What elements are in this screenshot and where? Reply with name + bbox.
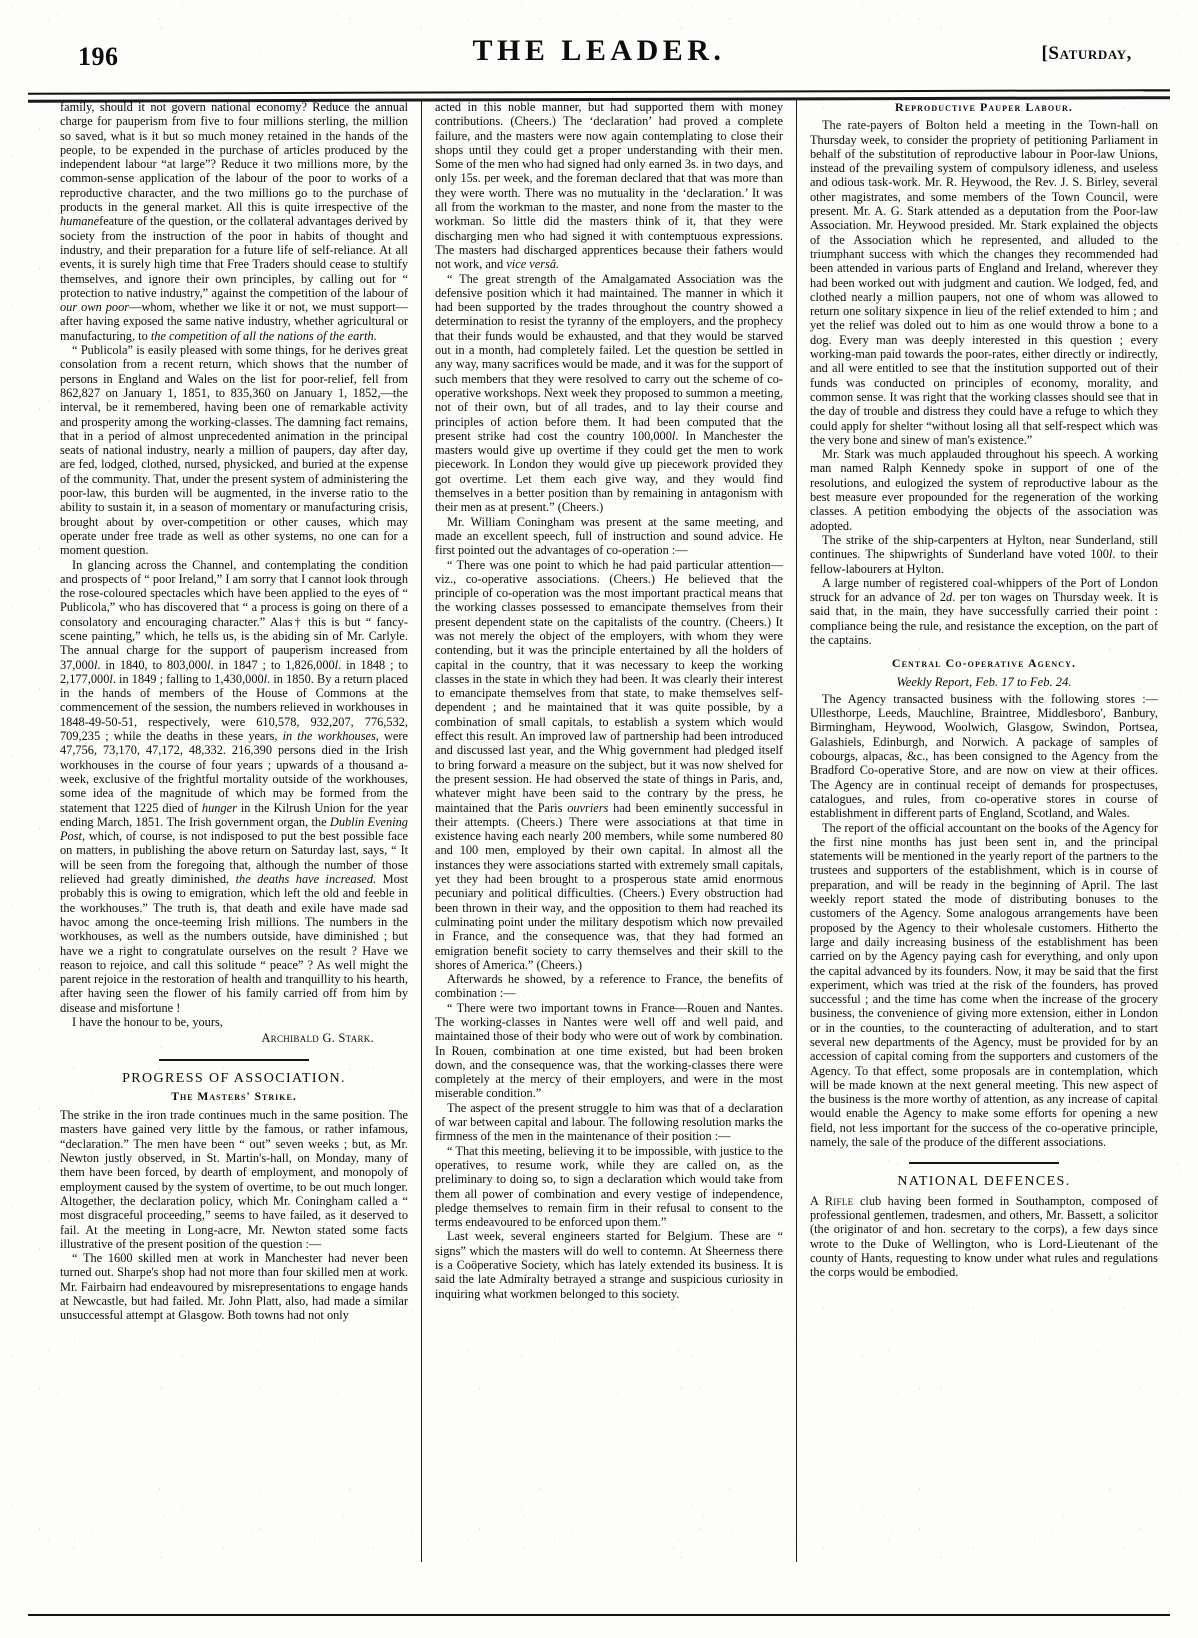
- pence-symbol: d: [946, 590, 953, 605]
- paragraph: Afterwards he showed, by a reference to France, the benefits of combination :—: [435, 972, 783, 1001]
- masthead-day-label: [Saturday,: [1041, 43, 1132, 64]
- publication-title: THE LEADER.: [472, 34, 726, 67]
- pound-symbol: l: [207, 657, 211, 672]
- paragraph-text: The strike of the ship-carpenters at Hylton, near Sunderland, still continues. The shipwrights of Sunderland have voted 100: [810, 532, 1158, 562]
- paragraph: Mr. Stark was much applauded throughout his speech. A working man named Ralph Kennedy spoke in support of one of the resolutions, and eulogized the system of reproductive labour as the best measure ever propounded for the regeneration of the working classes. A petition embodying the objects of the association was adopted.: [810, 447, 1158, 533]
- paragraph-text: “ The great strength of the Amalgamated Association was the defensive position which it had maintained. The manner in which it had been supported by the trades throughout the country showed a determination to resist the tyranny of the employers, and the prophecy that their funds would be exhausted, and that they would be starved out in a month, had completely failed. Let the question be settled in any way, many sacrifices would be made, and it was for the support of such members that they were resolved to carry out the scheme of co-operative workshops. Next week they proposed to summon a meeting, not of their own, but of all trades, and to lay their course and principles of action before them. It had been computed that the present strike had cost the country 100,000: [435, 271, 783, 443]
- pound-symbol: l: [93, 657, 98, 672]
- pound-symbol: l: [1108, 547, 1113, 562]
- paragraph: “ There were two important towns in France—Rouen and Nantes. The working-classes in Nantes were well off and well paid, and maintained those of their body who were out of work by combination. In Rouen, combination at one time existed, but had been broken down, and the consequence was, that the working-classes there were completely at the mercy of their employers, and were in the most miserable condition.”: [435, 1000, 783, 1101]
- paragraph-text-cont: . per ton wages on Thursday week. It is said that, in the main, they have successfully carried their point : compliance being the rule, and resistance the exception, on the part of the captains.: [810, 590, 1158, 647]
- page-bottom-rule: [28, 1614, 1170, 1616]
- paragraph: The Agency transacted business with the following stores :—Ullesthorpe, Leeds, Mauchline, Braintree, Middlesboro', Banbury, Birmingham, Heywood, Woolwich, Glasgow, Swindon, Portsea, Galashiels, Edinburgh, and Norwich. A package of samples of cobourgs, alpacas, &c., has been consigned to the Agency from the Bradford Co-operative Store, and are now on view at their offices. The Agency are in continual receipt of demands for prospectuses, catalogues, and rules, from co-operative stores in course of establishment in different parts of England, Scotland, and Wales.: [810, 691, 1158, 821]
- paragraph-text-cont: had been eminently successful in their attempts. (Cheers.) There were associations at that time in existence having each nearly 200 members, while some numbered 80 and 100 men, employed by their own capital. In almost all the instances they were associations started with extremely small capitals, yet they had been brought to a prosperous state amid enormous pecuniary and political difficulties. (Cheers.) Every obstruction had been thrown in their way, and the opposition to them had reached its culminating point under the military despotism which now prevailed in France, and the consequence was, that they had formed an emigration benefit society to carry themselves and their skill to the shores of America.” (Cheers.): [435, 800, 783, 972]
- section-heading-progress-of-association: PROGRESS OF ASSOCIATION.: [122, 1070, 346, 1086]
- paragraph: “ Publicola” is easily pleased with some things, for he derives great consolation from a recent return, which shows that the number of persons in England and Wales on the list for poor-relief, fell from 862,827 on January 1, 1851, to 835,360 on January 1, 1852,—the interval, be it remembered, having been one of remarkable activity and prosperity among the working-classes. The damning fact remains, that in a period of almost unprecedented animation in the principal seats of national industry, nearly a million of paupers, day after day, are fed, lodged, clothed, nursed, physicked, and buried at the expense of the community. That, under the present system of administering the poor-law, this burden will be augmented, in the inverse ratio to the ability to sustain it, in a season of momentary or manufacturing crisis, brought about by over-competition or other causes, which may operate under free trade as well as other systems, no one can for a moment question.: [60, 343, 408, 558]
- stat-text: . in 1847 ; to 1,826,000: [210, 657, 335, 672]
- paragraph-text-cont: . In Manchester the masters would give up overtime if they could get the men to work piecework. In London they would give up piecework provided they got overtime. Let them each give way, and they would find themselves in a better position than by remaining in antagonism with their men as at present.” (Cheers.): [435, 428, 783, 515]
- paragraph: Mr. William Coningham was present at the same meeting, and made an excellent speech, full of instruction and sound advice. He first pointed out the advantages of co-operation :—: [435, 514, 783, 558]
- emphasis-dublin-post: Dublin Evening Post: [60, 814, 408, 844]
- stat-text: , which, of course, is not indisposed to put the best possible face on matters, in publishing the above return on Saturday last, says, “ It will be seen from the foregoing that, although the number of those relieved had greatly diminished,: [60, 829, 408, 887]
- page-number: 196: [78, 42, 119, 71]
- stat-text: , were 47,756, 73,170, 47,172, 48,332. 216,390 persons died in the Irish workhouses in the course of four years ; upwards of a thousand a-week, exclusive of the frightful mortality outside of the workhouses, some idea of the magnitude of which may be formed from the statement that 1225 died of: [60, 729, 408, 815]
- column-container: [58, 100, 1160, 1562]
- paragraph: [435, 272, 783, 515]
- letter-signature: Archibald G. Stark.: [261, 1031, 374, 1046]
- stat-text: . in 1848 ; to 2,177,000: [60, 657, 409, 686]
- weekly-report-subtitle: Weekly Report, Feb. 17 to Feb. 24.: [896, 674, 1072, 689]
- column-1: [58, 100, 421, 1562]
- smallcaps-rifle: Rifle: [824, 1193, 854, 1208]
- paragraph-text: “ There was one point to which he had paid particular attention—viz., co-operative associations. (Cheers.) He believed that the principle of co-operation was the most important practical means that the working classes possessed to emancipate themselves from their present dependent state on the capitalists of the country. (Cheers.) It was not merely the object of the employers, with whom they were contending, but it was the principle entertained by all the holders of capital in the country, that it was necessary to keep the working classes in the state in which they had been. It was clearly their interest to emancipate themselves from that state, to make themselves self-dependent ; and he maintained that it was quite possible, by a combination of small capitals, to establish a system which would effect this result. An improved law of partnership had been introduced and discussed last year, and the Whig government had pledged itself to bring forward a measure on the subject, but it was now shelved for the present session. He had observed the state of things in Paris, and, whatever might have been said to the contrary by the press, he maintained that the Paris: [435, 557, 783, 815]
- emphasis-our-own-poor: our own poor: [60, 300, 130, 315]
- paragraph-text-cont: club having been formed in Southampton, composed of professional gentlemen, tradesmen, and others, Mr. Bassett, a solicitor (the originator of and hon. secretary to the corps), a few days since wrote to the Duke of Wellington, who is Lord-Lieutenant of the county of Hants, requesting to know under what rules and regulations the corps would be embodied.: [810, 1193, 1158, 1280]
- paragraph-text-cont: feature of the question, or the collateral advantages derived by society from the instruction of the poor in habits of thought and industry, and their preparation for a future life of self-reliance. At all events, it is surely high time that Free Traders should cease to stultify themselves, and ignore their own principles, by calling out for “ protection to native industry,” against the competition of the labour of: [60, 214, 408, 300]
- masthead: [0, 34, 1198, 86]
- pound-symbol: l: [109, 671, 113, 686]
- subsection-heading-masters-strike: The Masters' Strike.: [171, 1089, 297, 1103]
- paragraph-text: family, should it not govern national economy? Reduce the annual charge for pauperism from five to four millions sterling, the million so saved, what is it but so much money retained in the hands of the people, to be expended in the purchase of articles produced by the independent labour “at large”? Reduce it two millions more, by the common-sense application of the labour of the poor to works of a reproductive character, and the two millions go to the purchase of products in the general market. All this is quite irrespective of the: [60, 100, 408, 215]
- paragraph-text: acted in this noble manner, but had supported them with money contributions. (Cheers.) The ‘declaration’ had proved a complete failure, and the masters were now again contemplating to close their shops until they could get a proper understanding with their men. Some of the men who had signed had only earned 3s. in two days, and only 15s. per week, and the foreman declared that that was more than they were worth. There was no mutuality in the ‘declaration.’ It was all from the workman to the master, and none from the master to the workman. So little did the masters think of it, that they were discharging men who had signed it with contemptuous expressions. The masters had discharged apprentices because their fathers would not work, and: [435, 100, 783, 272]
- column-3: [796, 100, 1160, 1562]
- stat-text: . in 1850. By a return placed in the hands of members of the House of Commons at the commencement of the session, the numbers relieved in workhouses in 1848-49-50-51, respectively, were 610,578, 932,207, 776,532, 709,235 ; while the deaths in these years,: [60, 671, 408, 744]
- pound-symbol: l: [671, 428, 676, 443]
- pound-symbol: l: [263, 671, 268, 686]
- section-heading-national-defences: NATIONAL DEFENCES.: [897, 1174, 1071, 1190]
- paragraph-text: A large number of registered coal-whippers of the Port of London struck for an advance of 2: [810, 575, 1158, 605]
- paragraph: “ That this meeting, believing it to be impossible, with justice to the operatives, to resume work, while they are called on, as the preliminary to doing so, to sign a declaration which would take from them all power of combination and every vestige of independence, pledge themselves to remain firm in their refusal to consent to the terms endeavoured to be enforced upon them.”: [435, 1143, 783, 1230]
- emphasis-workhouses: in the workhouses: [282, 729, 376, 744]
- section-divider-rule: [159, 1059, 309, 1061]
- letter-closing: I have the honour to be, yours,: [72, 1015, 223, 1029]
- paragraph: [810, 1194, 1158, 1280]
- stat-text: . in 1840, to 803,000: [97, 657, 208, 672]
- section-heading-reproductive-pauper-labour: Reproductive Pauper Labour.: [895, 100, 1073, 114]
- pound-symbol: l: [334, 657, 339, 672]
- column-2: [421, 100, 796, 1562]
- paragraph-text-cont: . to their fellow-labourers at Hylton.: [810, 547, 1158, 576]
- paragraph-text: A: [810, 1193, 825, 1208]
- paragraph: The strike in the iron trade continues much in the same position. The masters have gained very little by the famous, or rather infamous, “declaration.” The men have been “ out” seven weeks ; but, as Mr. Newton justly observed, in St. Martin's-hall, on Monday, many of them have been forced, by dearth of employment, and monopoly of employment caused by the system of overtime, to be out much longer. Altogether, the declaration policy, which Mr. Coningham called a “ most disgraceful proceeding,” seems to have failed, as it deserved to fail. At the meeting in Long-acre, Mr. Newton stated some facts illustrative of the present position of the question :—: [60, 1108, 408, 1251]
- emphasis-hunger: hunger: [201, 800, 237, 815]
- paragraph-text: In glancing across the Channel, and contemplating the condition and prospects of “ poor Ireland,” I am sorry that I cannot look through the rose-coloured spectacles which have been applied to the eyes of “ Publicola,” who has discovered that “ a process is going on there of a consolatory and encouraging character.” Alas† this is but “ fancy-scene painting,” which, he tells us, is the abiding sin of Mr. Carlyle. The annual charge for the support of pauperism increased from 37,000: [60, 557, 408, 672]
- emphasis-vice-versa: vice versâ.: [506, 257, 560, 272]
- emphasis-humane: humane: [60, 214, 100, 229]
- paragraph: “ The 1600 skilled men at work in Manchester had never been turned out. Sharpe's shop had not more than four skilled men at work. Mr. Fairbairn had endeavoured by misrepresentations to engage hands at Newcastle, but had failed. Mr. John Platt, also, had made a similar unsuccessful attempt at Glasgow. Both towns had not only: [60, 1251, 408, 1323]
- section-heading-central-co-operative-agency: Central Co-operative Agency.: [891, 656, 1077, 671]
- paragraph: [810, 576, 1158, 647]
- emphasis-all-nations: the competition of all the nations of the earth.: [150, 328, 377, 343]
- section-divider-rule: [909, 1162, 1059, 1164]
- stat-text: in the Kilrush Union for the year ending March, 1851. The Irish government organ, the: [60, 800, 408, 829]
- stat-text: Most probably this is owing to emigration, which left the old and feeble in the workhouses.” The truth is, that death and exile have made sad havoc among the once-teeming Irish millions. The numbers in the workhouses, as well as the numbers outside, have diminished ; but have we a right to congratulate ourselves on the result ? Have we reason to rejoice, and call this solitude “ peace” ? As well might the parent rejoice in the restoration of health and tranquillity to his hearth, after having seen the flower of his family carried off from him by disease and misfortune !: [60, 872, 409, 1015]
- paragraph: The report of the official accountant on the books of the Agency for the first nine months has just been sent in, and the principal statements will be mentioned in the yearly report of the partners to the trustees and supporters of the establishment, which is in course of preparation, and will be ready in the beginning of April. The last weekly report stated the mode of distributing bonuses to the customers of the Agency. Some analogous arrangements have been proposed by the Agency to their wholesale customers. Hitherto the large and daily increasing business of the establishment has been carried on by the Agency paying cash for everything, and only upon the capital advanced by its founders. Now, it may be said that the first experiment, which was tried at the risk of the founders, has proved successful ; and the time has come when the increase of the grocery business, the convenience of giving more extension, either in London or in the counties, to the counteracting of adulteration, and to start several new departments of the Agency, must be provided for by an accession of capital coming from the supporters and customers of the Agency. To that effect, some proposals are in contemplation, which will be made known at the next general meeting. This new aspect of the business is the more worthy of attention, as any increase of capital would enable the Agency to make some efforts for opening a new field, not less important for the success of the co-operative principle, namely, the sale of the produce of the different associations.: [810, 820, 1158, 1150]
- paragraph: Last week, several engineers started for Belgium. These are “ signs” which the masters will do well to contemn. At Sheerness there is a Coöperative Society, which has lately extended its business. It is said the late Admiralty betrayed a strange and suspicious curiosity in inquiring what workmen belonged to this society.: [435, 1229, 783, 1301]
- paragraph: [810, 533, 1158, 576]
- paragraph: [435, 100, 783, 272]
- paragraph: [60, 100, 408, 343]
- paragraph: [60, 558, 408, 1016]
- emphasis-deaths-increased: the deaths have increased.: [235, 872, 377, 887]
- heading-spacer: [810, 647, 1158, 656]
- emphasis-ouvriers: ouvriers: [567, 800, 609, 815]
- paragraph-text-cont2: —whom, whether we like it or not, we must support—after having exposed the same native industry, whether agricultural or manufacturing, to: [60, 300, 409, 343]
- paragraph: The rate-payers of Bolton held a meeting in the Town-hall on Thursday week, to consider the propriety of petitioning Parliament in behalf of the substitution of reproductive labour in Poor-law Unions, instead of the prevailing system of compulsory idleness, and useless and odious task-work. Mr. R. Heywood, the Rev. J. S. Birley, several other magistrates, and some members of the Town Council, were present. Mr. A. G. Stark attended as a deputation from the Poor-law Association. Mr. Heywood presided. Mr. Stark explained the objects of the Association which he represented, and alluded to the triumphant success with which the changes they recommended had been attended in various parts of England and Ireland, wherever they had been worked out with judgment and caution. We lodged, fed, and clothed nearly a million paupers, not one of whom was allowed to return one solitary sixpence in lieu of the relief extended to him ; and yet the relief was doled out to him as one would throw a bone to a dog. Every man was deeply interested in this question ; every working-man paid towards the poor-rates, either directly or indirectly, and all were entitled to see that the institution supported out of their funds was conducted on principles of economy, morality, and common sense. It was right that the working classes should see that in the day of trouble and distress they could have a refuge to which they could apply for shelter “without losing all that self-respect which was the very bone and sinew of man's existence.”: [810, 118, 1158, 447]
- paragraph: The aspect of the present struggle to him was that of a declaration of war between capital and labour. The following resolution marks the firmness of the men in the maintenance of their position :—: [435, 1100, 783, 1144]
- stat-text: . in 1849 ; falling to 1,430,000: [112, 671, 264, 686]
- paragraph: [435, 558, 783, 973]
